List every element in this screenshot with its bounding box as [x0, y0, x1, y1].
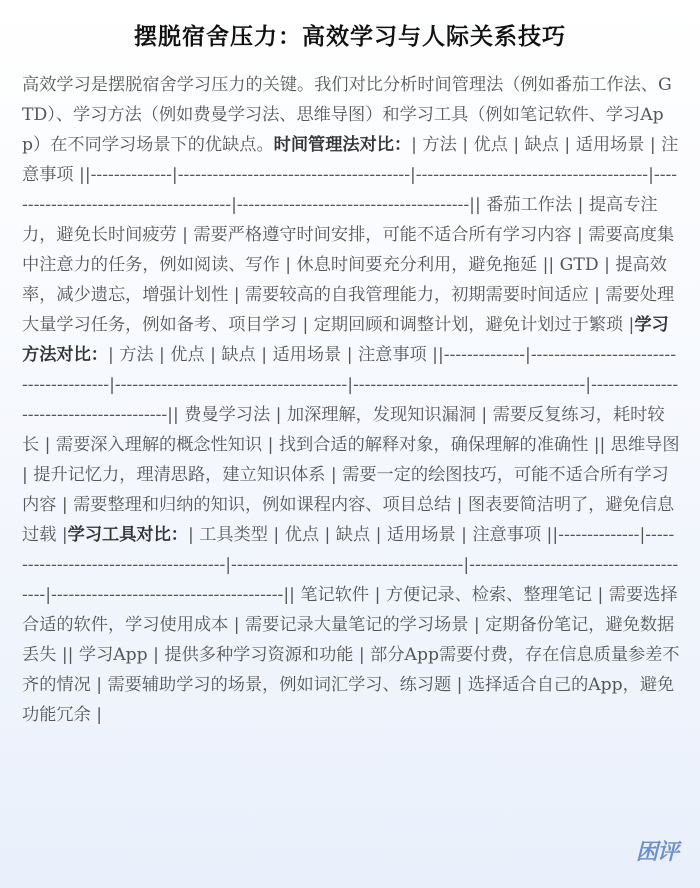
intro-paragraph: 高效学习是摆脱宿舍学习压力的关键。我们对比分析时间管理法（例如番茄工作法、GTD）、学习方法（例如费曼学习法、思维导图）和学习工具（例如笔记软件、学习App）在不同学习场景下的优缺点。 — [22, 75, 672, 155]
learning-tools-table-text: | 工具类型 | 优点 | 缺点 | 适用场景 | 注意事项 ||--------------|----------------------------------------|----------------------------------------|----------------------------------------|----------------------------------------|| 笔记软件 | 方便记录、检索、整理笔记 | 需要选择合适的软件，学习使用成本 | 需要记录大量笔记的学习场景 | 定期备份笔记，避免数据丢失 || 学习App | 提供多种学习资源和功能 | 部分App需要付费，存在信息质量参差不齐的情况 | 需要辅助学习的场景，例如词汇学习、练习题 | 选择适合自己的App，避免功能冗余 | — [22, 525, 680, 725]
learning-methods-table-text: | 方法 | 优点 | 缺点 | 适用场景 | 注意事项 ||--------------|----------------------------------------|----------------------------------------|----------------------------------------|----------------------------------------|| 费曼学习法 | 加深理解，发现知识漏洞 | 需要反复练习，耗时较长 | 需要深入理解的概念性知识 | 找到合适的解释对象，确保理解的准确性 || 思维导图 | 提升记忆力，理清思路，建立知识体系 | 需要一定的绘图技巧，可能不适合所有学习内容 | 需要整理和归纳的知识，例如课程内容、项目总结 | 图表要简洁明了，避免信息过载 | — [22, 345, 680, 545]
section-heading-learning-methods: 学习方法对比： — [22, 315, 669, 365]
article-body — [22, 70, 680, 730]
section-heading-time-management: 时间管理法对比： — [273, 135, 412, 155]
brand-logo: 困评 — [635, 840, 678, 865]
time-management-table-text: | 方法 | 优点 | 缺点 | 适用场景 | 注意事项 ||--------------|----------------------------------------|----------------------------------------|----------------------------------------|----------------------------------------|| 番茄工作法 | 提高专注力，避免长时间疲劳 | 需要严格遵守时间安排，可能不适合所有学习内容 | 需要高度集中注意力的任务，例如阅读、写作 | 休息时间要充分利用，避免拖延 || GTD | 提高效率，减少遗忘，增强计划性 | 需要较高的自我管理能力，初期需要时间适应 | 需要处理大量学习任务，例如备考、项目学习 | 定期回顾和调整计划，避免计划过于繁琐 | — [22, 135, 679, 335]
page-title: 摆脱宿舍压力：高效学习与人际关系技巧 — [134, 23, 566, 50]
section-heading-learning-tools: 学习工具对比： — [67, 525, 188, 545]
